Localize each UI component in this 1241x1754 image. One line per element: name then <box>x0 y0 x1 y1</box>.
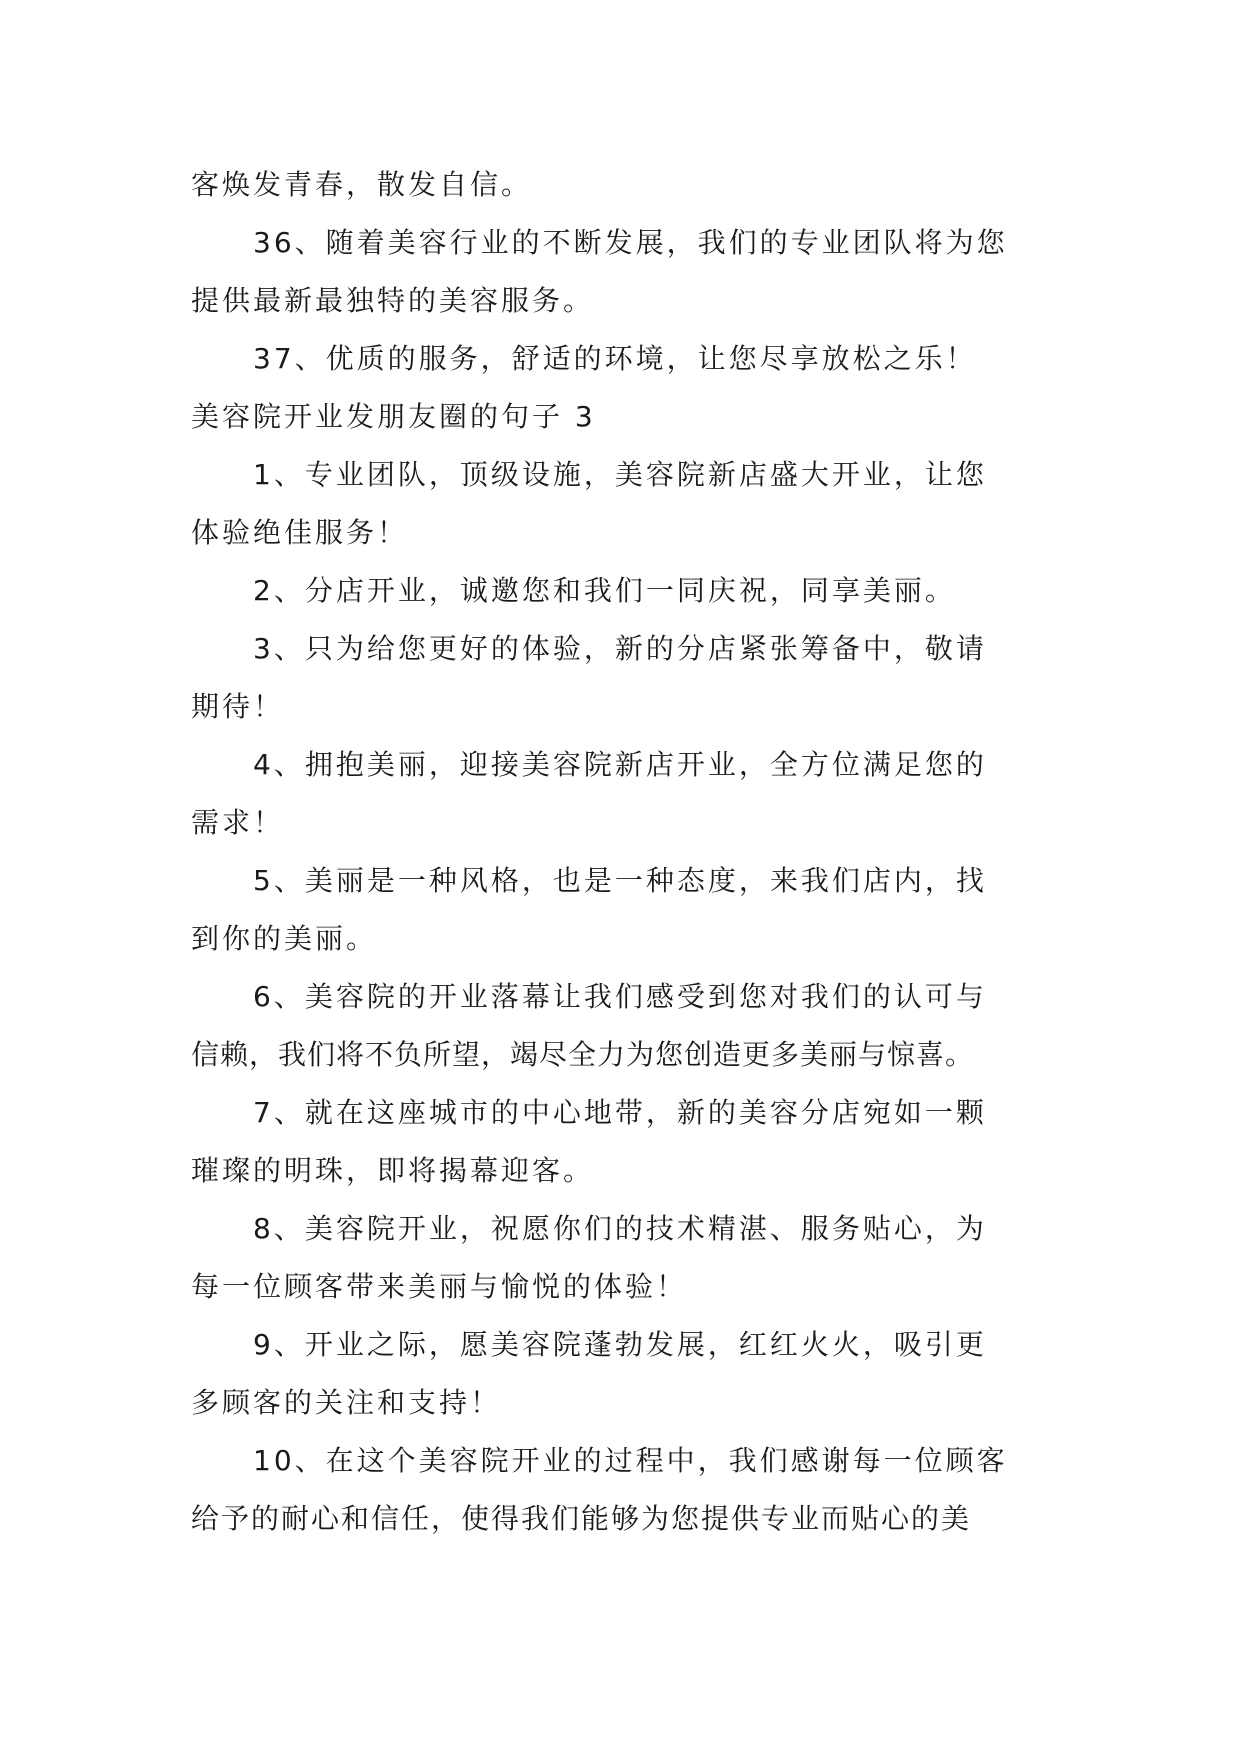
list-item-36-line-2: 提供最新最独特的美容服务。 <box>191 284 595 317</box>
list-item-5-line-1: 5、美丽是一种风格，也是一种态度，来我们店内，找 <box>253 864 987 897</box>
list-item-4-line-1: 4、拥抱美丽，迎接美容院新店开业，全方位满足您的 <box>253 748 987 781</box>
list-item-9-line-2: 多顾客的关注和支持！ <box>191 1386 502 1419</box>
list-item-6-line-1: 6、美容院的开业落幕让我们感受到您对我们的认可与 <box>253 980 987 1013</box>
list-item-2: 2、分店开业，诚邀您和我们一同庆祝，同享美丽。 <box>253 574 956 607</box>
list-item-1-line-2: 体验绝佳服务！ <box>191 516 409 549</box>
list-item-9-line-1: 9、开业之际，愿美容院蓬勃发展，红红火火，吸引更 <box>253 1328 987 1361</box>
list-item-4-line-2: 需求！ <box>191 806 285 839</box>
list-item-5-line-2: 到你的美丽。 <box>191 922 378 955</box>
list-item-7-line-2: 璀璨的明珠，即将揭幕迎客。 <box>191 1154 595 1187</box>
list-item-1-line-1: 1、专业团队，顶级设施，美容院新店盛大开业，让您 <box>253 458 987 491</box>
text-line: 客焕发青春，散发自信。 <box>191 168 533 201</box>
list-item-7-line-1: 7、就在这座城市的中心地带，新的美容分店宛如一颗 <box>253 1096 987 1129</box>
list-item-37: 37、优质的服务，舒适的环境，让您尽享放松之乐！ <box>253 342 977 375</box>
list-item-3-line-1: 3、只为给您更好的体验，新的分店紧张筹备中，敬请 <box>253 632 987 665</box>
list-item-10-line-2: 给予的耐心和信任，使得我们能够为您提供专业而贴心的美 <box>191 1502 972 1535</box>
list-item-8-line-1: 8、美容院开业，祝愿你们的技术精湛、服务贴心，为 <box>253 1212 987 1245</box>
list-item-10-line-1: 10、在这个美容院开业的过程中，我们感谢每一位顾客 <box>253 1444 1008 1477</box>
list-item-3-line-2: 期待！ <box>191 690 285 723</box>
section-heading: 美容院开业发朋友圈的句子 3 <box>191 400 596 433</box>
list-item-6-line-2: 信赖，我们将不负所望，竭尽全力为您创造更多美丽与惊喜。 <box>191 1038 975 1071</box>
list-item-8-line-2: 每一位顾客带来美丽与愉悦的体验！ <box>191 1270 688 1303</box>
list-item-36-line-1: 36、随着美容行业的不断发展，我们的专业团队将为您 <box>253 226 1008 259</box>
document-body <box>191 156 1051 1548</box>
